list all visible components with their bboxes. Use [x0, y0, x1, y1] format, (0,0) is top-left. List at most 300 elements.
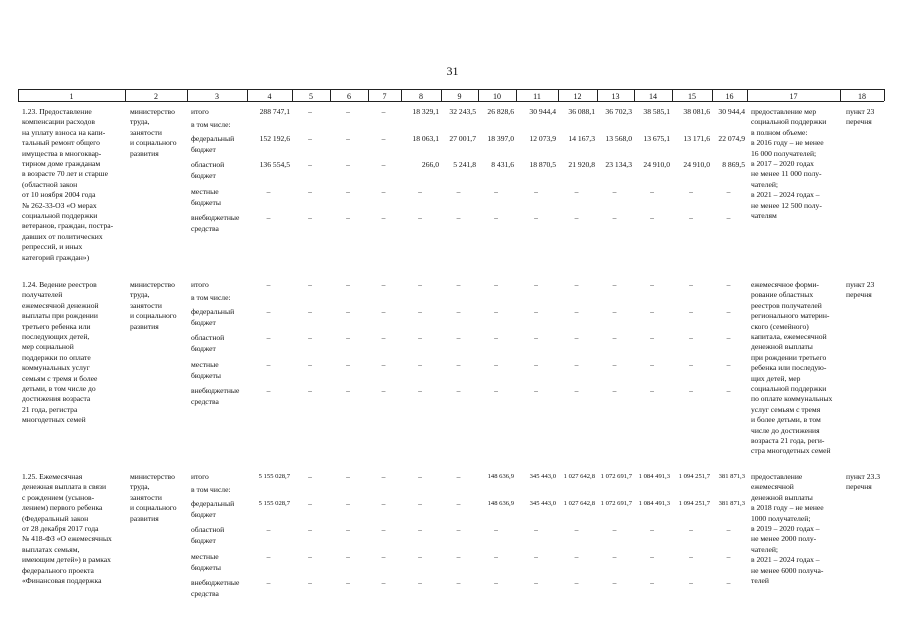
budget-value-cell: –: [612, 578, 617, 587]
budget-value-cell: –: [534, 280, 538, 289]
budget-value-cell: –: [418, 499, 422, 508]
budget-value-cell: 1 072 691,7: [600, 500, 632, 507]
budget-value-cell: –: [534, 187, 538, 196]
budget-value-cell: 1 072 691,7: [600, 473, 632, 480]
indicator-line: рование областных: [751, 290, 814, 300]
funding-source-line: внебюджетные: [191, 213, 240, 222]
budget-value-cell: –: [266, 333, 271, 342]
budget-value-cell: 136 554,5: [259, 160, 290, 169]
budget-value-cell: –: [346, 134, 350, 143]
indicator-line: ежемесячной: [751, 482, 794, 492]
budget-value-cell: –: [266, 280, 271, 289]
funding-source-line: средства: [191, 589, 219, 598]
budget-value-cell: –: [308, 213, 312, 222]
column-number: 16: [725, 92, 734, 101]
budget-value-cell: –: [266, 187, 271, 196]
budget-value-cell: –: [494, 360, 498, 369]
reference-line: пункт 23: [846, 280, 875, 289]
budget-value-cell: –: [308, 525, 312, 534]
budget-value-cell: –: [574, 552, 579, 561]
funding-source-line: итого: [191, 280, 209, 289]
budget-value-cell: –: [266, 578, 271, 587]
budget-value-cell: –: [650, 552, 654, 561]
program-measure-line: в возрасте 70 лет и старше: [22, 169, 108, 179]
budget-value-cell: –: [650, 360, 654, 369]
budget-value-cell: –: [726, 333, 731, 342]
program-measure-line: 21 года, регистра: [22, 404, 78, 414]
column-number: 17: [789, 92, 798, 101]
budget-value-cell: –: [308, 187, 312, 196]
budget-value-cell: –: [346, 499, 350, 508]
program-measure-line: выплатах семьям,: [22, 544, 80, 554]
budget-value-cell: –: [650, 386, 654, 395]
budget-value-cell: –: [689, 578, 693, 587]
budget-value-cell: –: [534, 307, 538, 316]
budget-value-cell: –: [612, 187, 617, 196]
budget-value-cell: –: [266, 360, 271, 369]
budget-value-cell: –: [418, 360, 422, 369]
budget-value-cell: –: [456, 472, 461, 481]
budget-value-cell: –: [308, 552, 312, 561]
funding-source-line: федеральный: [191, 499, 235, 508]
budget-value-cell: –: [726, 187, 731, 196]
budget-value-cell: 381 871,3: [718, 473, 745, 480]
funding-source-line: в том числе:: [191, 120, 231, 129]
executor-line: развития: [130, 148, 159, 158]
budget-value-cell: –: [266, 307, 271, 316]
budget-value-cell: –: [346, 552, 350, 561]
budget-value-cell: –: [308, 499, 312, 508]
executor-line: развития: [130, 321, 159, 331]
program-measure-line: давших от политических: [22, 231, 103, 241]
page-number: 31: [446, 64, 459, 78]
budget-value-cell: 18 397,0: [487, 134, 514, 143]
budget-value-cell: 21 920,8: [568, 160, 595, 169]
budget-value-cell: –: [381, 107, 386, 116]
funding-source-line: областной: [191, 525, 225, 534]
budget-value-cell: –: [726, 552, 731, 561]
executor-line: труда,: [130, 117, 150, 127]
program-measure-line: многодетных семей: [22, 415, 86, 425]
reference-line: перечня: [846, 290, 872, 300]
budget-value-cell: 23 134,3: [605, 160, 632, 169]
program-measure-line: 1.24. Ведение реестров: [22, 280, 97, 289]
program-measure-line: детьми, в том числе до: [22, 384, 96, 393]
program-measure-line: от 10 ноября 2004 года: [22, 190, 96, 200]
budget-value-cell: –: [381, 499, 386, 508]
executor-line: занятости: [130, 127, 162, 137]
budget-value-cell: –: [612, 552, 617, 561]
budget-value-cell: –: [689, 386, 693, 395]
budget-value-cell: –: [456, 213, 461, 222]
funding-source-line: итого: [191, 107, 209, 116]
executor-line: и социального: [130, 311, 177, 321]
budget-value-cell: 5 241,8: [453, 160, 476, 169]
budget-value-cell: 345 443,0: [529, 500, 556, 507]
budget-value-cell: 38 081,6: [683, 107, 710, 116]
budget-value-cell: –: [456, 307, 461, 316]
budget-value-cell: –: [689, 525, 693, 534]
column-number: 6: [347, 92, 351, 101]
program-measure-line: ветеранов, граждан, постра-: [22, 221, 114, 231]
budget-value-cell: –: [381, 307, 386, 316]
budget-value-cell: 38 585,1: [643, 107, 670, 116]
budget-value-cell: 30 944,4: [529, 107, 556, 116]
indicator-line: ребенка или последую-: [751, 363, 827, 373]
budget-value-cell: –: [534, 386, 538, 395]
budget-value-cell: –: [494, 386, 498, 395]
program-measure-line: коммунальных услуг: [22, 363, 90, 373]
executor-line: труда,: [130, 290, 150, 300]
budget-value-cell: –: [266, 525, 271, 534]
budget-value-cell: –: [418, 333, 422, 342]
program-measure-line: № 262-33-ОЗ «О мерах: [22, 200, 97, 210]
budget-value-cell: –: [650, 578, 654, 587]
budget-value-cell: –: [612, 386, 617, 395]
budget-value-cell: –: [689, 187, 693, 196]
program-measure-line: ежемесячной денежной: [22, 300, 99, 310]
funding-source-line: средства: [191, 397, 219, 406]
budget-value-cell: 18 063,1: [412, 134, 439, 143]
column-number: 14: [649, 92, 657, 101]
budget-value-cell: –: [726, 578, 731, 587]
column-number: 9: [457, 92, 462, 101]
program-measure-line: федерального проекта: [22, 565, 94, 575]
program-measure-line: № 418-ФЗ «О ежемесячных: [22, 534, 112, 544]
budget-value-cell: –: [612, 525, 617, 534]
budget-value-cell: –: [418, 307, 422, 316]
funding-source-line: бюджет: [191, 536, 216, 545]
executor-line: занятости: [130, 492, 162, 502]
funding-source-line: бюджет: [191, 318, 216, 327]
program-measure-line: выплаты при рождении: [22, 311, 98, 321]
budget-value-cell: –: [308, 280, 312, 289]
program-measure-line: 1.25. Ежемесячная: [22, 472, 83, 481]
budget-value-cell: –: [574, 525, 579, 534]
budget-value-cell: –: [346, 472, 350, 481]
budget-value-cell: –: [418, 280, 422, 289]
indicator-line: не менее 6000 получа-: [751, 565, 824, 575]
budget-value-cell: 1 084 491,3: [638, 500, 670, 507]
funding-source-line: федеральный: [191, 134, 235, 143]
budget-value-cell: 288 747,1: [259, 107, 290, 116]
indicator-line: в 2021 – 2024 годах –: [751, 190, 820, 200]
budget-value-cell: 5 155 028,7: [258, 500, 290, 507]
budget-value-cell: 18 870,5: [529, 160, 556, 169]
program-measure-line: компенсации расходов: [22, 117, 95, 127]
budget-value-cell: –: [381, 213, 386, 222]
budget-value-cell: –: [381, 552, 386, 561]
funding-source-line: областной: [191, 333, 225, 342]
budget-value-cell: –: [456, 280, 461, 289]
budget-value-cell: –: [726, 525, 731, 534]
budget-value-cell: –: [381, 187, 386, 196]
indicator-line: 16 000 получателей;: [751, 148, 817, 158]
indicator-line: ежемесячное форми-: [751, 280, 819, 289]
budget-value-cell: –: [381, 280, 386, 289]
budget-value-cell: 5 155 028,7: [258, 473, 290, 480]
budget-value-cell: 13 675,1: [643, 134, 670, 143]
budget-value-cell: –: [346, 578, 350, 587]
budget-value-cell: –: [308, 386, 312, 395]
indicator-line: регионального материн-: [751, 311, 830, 321]
funding-source-line: бюджеты: [191, 563, 221, 572]
budget-value-cell: –: [689, 552, 693, 561]
funding-source-line: бюджет: [191, 171, 216, 180]
budget-value-cell: –: [346, 307, 350, 316]
budget-value-cell: –: [726, 280, 731, 289]
indicator-line: в 2018 году – не менее: [751, 503, 824, 513]
budget-value-cell: –: [534, 552, 538, 561]
budget-value-cell: –: [494, 280, 498, 289]
program-measure-line: (Федеральный закон: [22, 513, 89, 523]
program-measure-line: последующих детей,: [22, 332, 90, 341]
indicator-line: ского (семейного): [751, 321, 809, 331]
budget-value-cell: –: [381, 472, 386, 481]
column-number: 7: [382, 92, 387, 101]
indicator-line: предоставление мер: [751, 107, 817, 116]
budget-value-cell: –: [574, 213, 579, 222]
budget-value-cell: –: [381, 134, 386, 143]
budget-value-cell: –: [346, 280, 350, 289]
program-measure-line: третьего ребенка или: [22, 321, 91, 331]
budget-value-cell: –: [494, 552, 498, 561]
column-number: 18: [858, 92, 866, 101]
budget-value-cell: –: [346, 187, 350, 196]
funding-source-line: местные: [191, 187, 219, 196]
indicator-line: 1000 получателей;: [751, 513, 811, 523]
funding-source-line: внебюджетные: [191, 578, 240, 587]
budget-value-cell: –: [346, 333, 350, 342]
indicator-line: по оплате коммунальных: [751, 394, 833, 404]
indicator-line: денежной выплаты: [751, 342, 813, 352]
program-measure-line: (областной закон: [22, 179, 78, 189]
budget-value-cell: 148 636,9: [487, 473, 514, 480]
funding-source-line: в том числе:: [191, 485, 231, 494]
column-number: 10: [493, 92, 501, 101]
budget-value-cell: –: [574, 333, 579, 342]
funding-source-line: федеральный: [191, 307, 235, 316]
budget-value-cell: –: [456, 578, 461, 587]
program-measure-line: денежная выплата в связи: [22, 482, 107, 492]
budget-value-cell: –: [650, 525, 654, 534]
budget-value-cell: –: [308, 360, 312, 369]
reference-line: пункт 23: [846, 107, 875, 116]
header-bottom-rule: [18, 101, 884, 102]
budget-value-cell: –: [456, 499, 461, 508]
column-number: 13: [611, 92, 620, 101]
column-number: 11: [533, 92, 541, 101]
budget-value-cell: 32 243,5: [449, 107, 476, 116]
budget-value-cell: –: [650, 280, 654, 289]
budget-value-cell: –: [689, 213, 693, 222]
budget-value-cell: –: [574, 386, 579, 395]
indicator-line: не менее 2000 полу-: [751, 534, 817, 544]
budget-value-cell: 24 910,0: [643, 160, 670, 169]
program-measure-line: тирном доме гражданам: [22, 159, 101, 168]
budget-value-cell: –: [534, 578, 538, 587]
funding-source-line: в том числе:: [191, 293, 231, 302]
budget-value-cell: –: [574, 360, 579, 369]
indicator-line: чателям: [751, 211, 777, 220]
budget-value-cell: –: [456, 187, 461, 196]
budget-value-cell: 1 094 251,7: [678, 500, 710, 507]
column-number: 12: [573, 92, 582, 101]
budget-value-cell: –: [308, 134, 312, 143]
budget-value-cell: 26 828,6: [487, 107, 514, 116]
indicator-line: реестров получателей: [751, 300, 822, 310]
budget-value-cell: –: [418, 187, 422, 196]
budget-value-cell: 8 431,6: [491, 160, 514, 169]
budget-value-cell: –: [346, 386, 350, 395]
indicator-line: не менее 11 000 полу-: [751, 169, 822, 179]
budget-value-cell: –: [494, 213, 498, 222]
program-measure-line: категорий граждан»): [22, 252, 90, 262]
executor-line: и социального: [130, 503, 177, 513]
budget-value-cell: –: [308, 472, 312, 481]
budget-value-cell: –: [308, 333, 312, 342]
budget-value-cell: –: [346, 360, 350, 369]
indicator-line: капитала, ежемесячной: [751, 332, 827, 341]
budget-value-cell: –: [346, 213, 350, 222]
indicator-line: стра многодетных семей: [751, 446, 831, 456]
indicator-line: чателей;: [751, 544, 779, 554]
budget-value-cell: –: [308, 160, 312, 169]
budget-value-cell: –: [574, 578, 579, 587]
budget-value-cell: –: [418, 525, 422, 534]
program-measure-line: с рождением (усынов-: [22, 492, 95, 502]
budget-value-cell: 381 871,3: [718, 500, 745, 507]
indicator-line: предоставление: [751, 472, 803, 481]
budget-value-cell: –: [418, 552, 422, 561]
funding-source-line: внебюджетные: [191, 386, 240, 395]
program-measure-line: достижения возраста: [22, 394, 91, 404]
program-measure-line: мер социальной: [22, 342, 74, 352]
budget-value-cell: –: [650, 187, 654, 196]
budget-value-cell: –: [574, 187, 579, 196]
program-measure-line: лением) первого ребенка: [22, 503, 103, 513]
column-number: 2: [154, 92, 158, 101]
column-number: 15: [688, 92, 696, 101]
budget-value-cell: –: [612, 307, 617, 316]
budget-value-cell: –: [534, 333, 538, 342]
budget-value-cell: –: [534, 213, 538, 222]
program-measure-line: 1.23. Предоставление: [22, 107, 92, 116]
funding-source-line: областной: [191, 160, 225, 169]
budget-value-cell: 24 910,0: [683, 160, 710, 169]
indicator-line: числе до достижения: [751, 425, 820, 435]
column-number: 5: [309, 92, 313, 101]
funding-source-line: бюджет: [191, 344, 216, 353]
indicator-line: возраста 21 года, реги-: [751, 436, 825, 445]
budget-value-cell: –: [689, 280, 693, 289]
executor-line: министерство: [130, 280, 175, 289]
budget-value-cell: –: [534, 525, 538, 534]
indicator-line: социальной поддержки: [751, 117, 827, 127]
column-number: 3: [215, 92, 219, 101]
indicator-line: и более детьми, в том: [751, 415, 821, 425]
indicator-line: чателей;: [751, 179, 779, 189]
budget-value-cell: 1 027 642,8: [563, 500, 595, 507]
budget-value-cell: 148 636,9: [487, 500, 514, 507]
budget-value-cell: 12 073,9: [529, 134, 556, 143]
funding-source-line: местные: [191, 360, 219, 369]
budget-value-cell: 22 074,9: [718, 134, 745, 143]
header-column-divider: [884, 89, 885, 101]
budget-value-cell: –: [456, 360, 461, 369]
budget-value-cell: 345 443,0: [529, 473, 556, 480]
indicator-line: в 2019 – 2020 годах –: [751, 524, 820, 533]
budget-value-cell: –: [726, 386, 731, 395]
executor-line: труда,: [130, 482, 150, 492]
budget-value-cell: –: [418, 386, 422, 395]
budget-value-cell: –: [726, 213, 731, 222]
budget-value-cell: 36 702,3: [605, 107, 632, 116]
program-measure-line: получателей: [22, 290, 63, 300]
budget-value-cell: –: [418, 213, 422, 222]
budget-value-cell: –: [494, 578, 498, 587]
budget-value-cell: –: [418, 472, 422, 481]
budget-value-cell: –: [346, 525, 350, 534]
budget-value-cell: 30 944,4: [718, 107, 745, 116]
indicator-line: в полном объеме:: [751, 127, 808, 137]
budget-value-cell: –: [650, 213, 654, 222]
budget-value-cell: –: [346, 160, 350, 169]
indicator-line: в 2017 – 2020 годах: [751, 159, 814, 168]
budget-value-cell: –: [574, 280, 579, 289]
executor-line: и социального: [130, 138, 177, 148]
budget-value-cell: –: [650, 333, 654, 342]
budget-value-cell: –: [494, 333, 498, 342]
indicator-line: не менее 12 500 полу-: [751, 200, 822, 210]
program-measure-line: имущества в многоквар-: [22, 148, 102, 158]
budget-value-cell: –: [308, 578, 312, 587]
budget-value-cell: –: [308, 107, 312, 116]
budget-value-cell: –: [308, 307, 312, 316]
budget-value-cell: 18 329,1: [412, 107, 439, 116]
indicator-line: при рождении третьего: [751, 352, 827, 362]
budget-value-cell: 13 171,6: [683, 134, 710, 143]
funding-source-line: бюджет: [191, 145, 216, 154]
budget-value-cell: 8 869,5: [722, 160, 745, 169]
column-number: 1: [69, 92, 74, 101]
funding-source-line: бюджет: [191, 510, 216, 519]
budget-value-cell: 27 001,7: [449, 134, 476, 143]
budget-value-cell: –: [381, 386, 386, 395]
indicator-line: денежной выплаты: [751, 492, 813, 502]
budget-value-cell: –: [456, 386, 461, 395]
budget-value-cell: –: [346, 107, 350, 116]
program-measure-line: социальной поддержки: [22, 211, 98, 220]
budget-value-cell: –: [689, 307, 693, 316]
budget-value-cell: –: [726, 360, 731, 369]
header-top-rule: [18, 89, 884, 90]
indicator-line: телей: [751, 576, 769, 585]
program-measure-line: тальный ремонт общего: [22, 138, 100, 148]
executor-line: занятости: [130, 300, 162, 310]
reference-line: перечня: [846, 482, 872, 492]
program-measure-line: репрессий, и иных: [22, 242, 83, 252]
indicator-line: социальной поддержки: [751, 384, 827, 393]
funding-source-line: средства: [191, 224, 219, 233]
budget-value-cell: 36 088,1: [568, 107, 595, 116]
budget-value-cell: –: [689, 333, 693, 342]
budget-value-cell: 266,0: [421, 160, 439, 169]
budget-value-cell: –: [612, 280, 617, 289]
budget-value-cell: 13 568,0: [605, 134, 632, 143]
budget-value-cell: –: [381, 160, 386, 169]
budget-value-cell: –: [266, 552, 271, 561]
